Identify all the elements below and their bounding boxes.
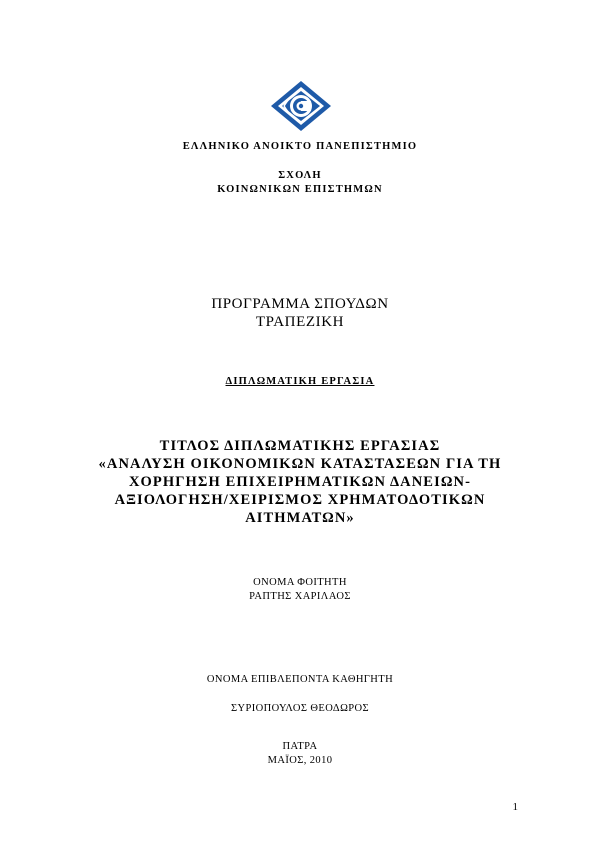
title-line: «ΑΝΑΛΥΣΗ ΟΙΚΟΝΟΜΙΚΩΝ ΚΑΤΑΣΤΑΣΕΩΝ ΓΙΑ ΤΗ xyxy=(98,456,502,472)
program-name: ΤΡΑΠΕΖΙΚΗ xyxy=(255,314,345,330)
page-number: 1 xyxy=(512,801,518,813)
title-line: ΑΙΤΗΜΑΤΩΝ» xyxy=(245,510,355,526)
supervisor-label: ΟΝΟΜΑ ΕΠΙΒΛΕΠΟΝΤΑ ΚΑΘΗΓΗΤΗ xyxy=(206,674,394,685)
thesis-label: ΔΙΠΛΩΜΑΤΙΚΗ ΕΡΓΑΣΙΑ xyxy=(225,376,375,387)
school-name: ΚΟΙΝΩΝΙΚΩΝ ΕΠΙΣΤΗΜΩΝ xyxy=(217,184,383,195)
university-logo-icon xyxy=(270,80,332,132)
program-label: ΠΡΟΓΡΑΜΜΑ ΣΠΟΥΔΩΝ xyxy=(211,296,389,312)
student-name: ΡΑΠΤΗΣ ΧΑΡΙΛΑΟΣ xyxy=(249,591,351,602)
university-name: ΕΛΛΗΝΙΚΟ ΑΝΟΙΚΤΟ ΠΑΝΕΠΙΣΤΗΜΙΟ xyxy=(182,141,418,152)
student-label: ΟΝΟΜΑ ΦΟΙΤΗΤΗ xyxy=(253,577,347,588)
title-heading: ΤΙΤΛΟΣ ΔΙΠΛΩΜΑΤΙΚΗΣ ΕΡΓΑΣΙΑΣ xyxy=(159,438,441,454)
school-label: ΣΧΟΛΗ xyxy=(278,170,322,181)
date: ΜΑΪΟΣ, 2010 xyxy=(267,755,333,766)
city: ΠΑΤΡΑ xyxy=(282,741,318,752)
title-line: ΑΞΙΟΛΟΓΗΣΗ/ΧΕΙΡΙΣΜΟΣ ΧΡΗΜΑΤΟΔΟΤΙΚΩΝ xyxy=(114,492,486,508)
supervisor-name: ΣΥΡΙΟΠΟΥΛΟΣ ΘΕΟΔΩΡΟΣ xyxy=(230,703,370,714)
title-line: ΧΟΡΗΓΗΣΗ ΕΠΙΧΕΙΡΗΜΑΤΙΚΩΝ ΔΑΝΕΙΩΝ- xyxy=(128,474,472,490)
